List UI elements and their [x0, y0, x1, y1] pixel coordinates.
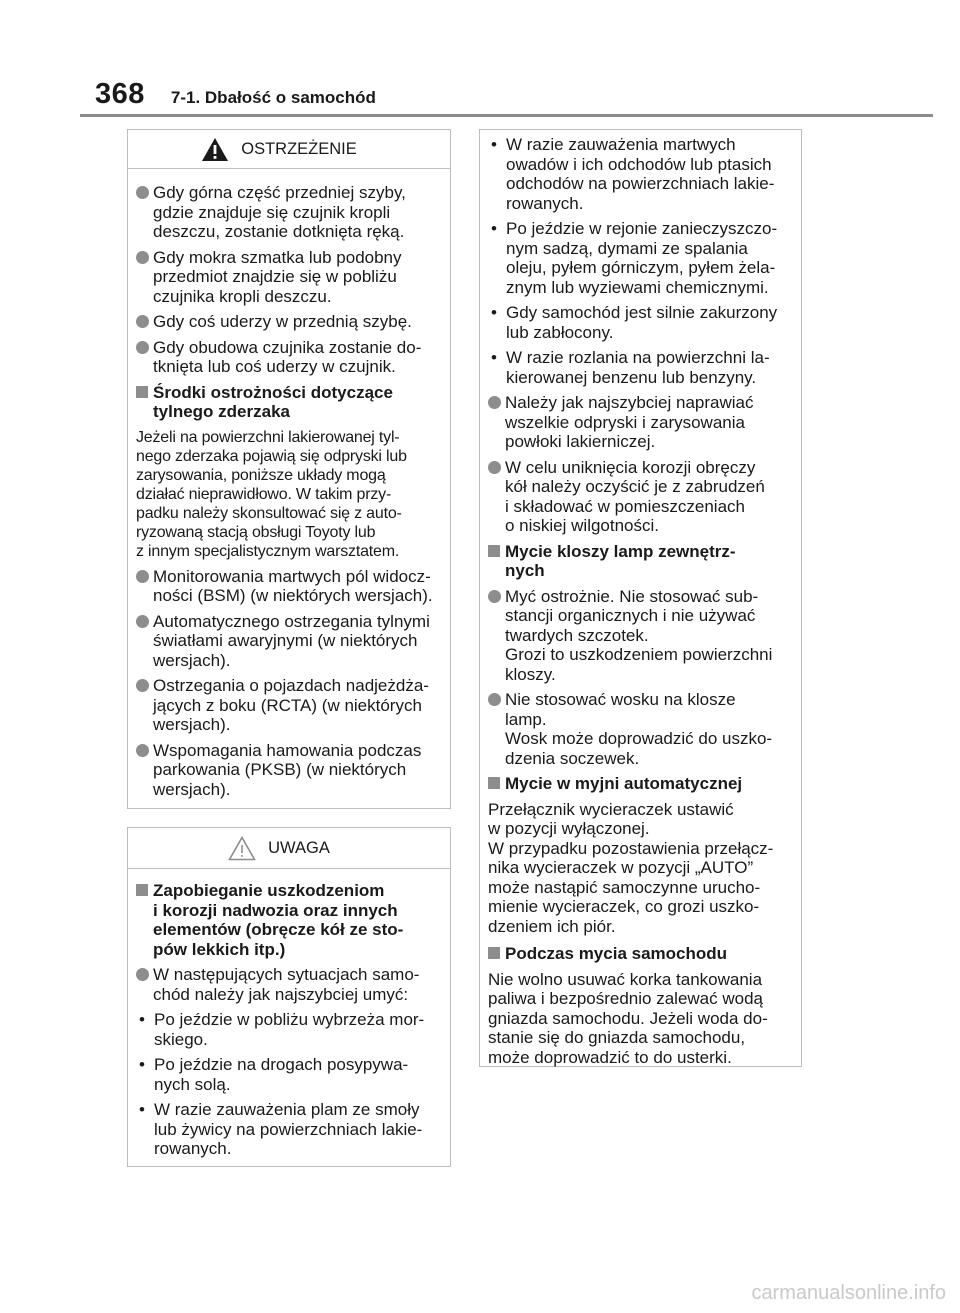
- list-item: W celu uniknięcia korozji obręczy kół należy oczyścić je z zabrudzeń i składować w pomieszczeniach o niskiej wilgotności.: [488, 458, 795, 536]
- subsection-heading: Mycie kloszy lamp zewnętrz- nych: [488, 542, 795, 581]
- circle-bullet-icon: [488, 590, 501, 603]
- circle-bullet-icon: [136, 744, 149, 757]
- circle-bullet-icon: [488, 461, 501, 474]
- bullet-icon: •: [491, 348, 497, 367]
- paragraph: Jeżeli na powierzchni lakierowanej tyl- nego zderzaka pojawią się odpryski lub zarysowania, poniższe układy mogą działać nieprawidłowo. W takim przy- padku należy skonsultować się z auto- ryzowaną stacją obsługi Toyoty lub z innym specjalistycznym warsztatem.: [136, 428, 407, 560]
- circle-bullet-icon: [488, 396, 501, 409]
- circle-bullet-icon: [136, 679, 149, 692]
- circle-bullet-icon: [136, 251, 149, 264]
- square-bullet-icon: [488, 777, 500, 789]
- section-title: 7-1. Dbałość o samochód: [170, 88, 376, 107]
- warning-triangle-icon: [201, 137, 229, 162]
- list-item: Gdy górna część przedniej szyby, gdzie znajduje się czujnik kropli deszczu, zostanie dotknięta ręką.: [136, 183, 444, 242]
- subsection-heading: Podczas mycia samochodu: [488, 944, 795, 964]
- square-bullet-icon: [136, 386, 148, 398]
- circle-bullet-icon: [136, 186, 149, 199]
- list-item: Ostrzegania o pojazdach nadjeżdża- jących z boku (RCTA) (w niektórych wersjach).: [136, 676, 444, 735]
- circle-bullet-icon: [136, 968, 149, 981]
- square-bullet-icon: [488, 545, 500, 557]
- paragraph: Nie wolno usuwać korka tankowania paliwa i bezpośrednio zalewać wodą gniazda samochodu. Jeżeli woda do- stanie się do gniazda samochodu, może doprowadzić to do usterki.: [488, 969, 768, 1067]
- circle-bullet-icon: [136, 615, 149, 628]
- warning-title: OSTRZEŻENIE: [241, 139, 357, 158]
- notice-box-body: [128, 869, 450, 1159]
- continuation-box: [479, 129, 802, 1067]
- bullet-icon: •: [491, 303, 497, 322]
- circle-bullet-icon: [136, 570, 149, 583]
- bullet-icon: •: [139, 1100, 145, 1119]
- warning-box: [127, 129, 451, 809]
- subsection-heading: Środki ostrożności dotyczące tylnego zderzaka: [136, 383, 444, 422]
- list-item: Gdy obudowa czujnika zostanie do- tknięta lub coś uderzy w czujnik.: [136, 338, 444, 377]
- list-item: Myć ostrożnie. Nie stosować sub- stancji organicznych i nie używać twardych szczotek. Grozi to uszkodzeniem powierzchni kloszy.: [488, 587, 795, 685]
- watermark: carmanualsonline.info: [751, 1282, 946, 1304]
- bullet-icon: •: [139, 1055, 145, 1074]
- list-item: Nie stosować wosku na klosze lamp. Wosk może doprowadzić do uszko- dzenia soczewek.: [488, 690, 795, 768]
- list-item: • W razie zauważenia martwych owadów i ich odchodów lub ptasich odchodów na powierzchniach lakie- rowanych.: [491, 135, 775, 213]
- square-bullet-icon: [488, 947, 500, 959]
- page-number: 368: [95, 78, 145, 110]
- page-header: [95, 78, 376, 110]
- list-item: • Gdy samochód jest silnie zakurzony lub zabłocony.: [491, 303, 778, 342]
- bullet-icon: •: [491, 219, 497, 238]
- bullet-icon: •: [491, 135, 497, 154]
- subsection-heading: Zapobieganie uszkodzeniom i korozji nadwozia oraz innych elementów (obręcze kół ze sto- pów lekkich itp.): [136, 881, 444, 959]
- list-item: Automatycznego ostrzegania tylnymi światłami awaryjnymi (w niektórych wersjach).: [136, 612, 444, 671]
- continuation-box-body: [480, 130, 801, 1067]
- circle-bullet-icon: [136, 341, 149, 354]
- list-item: • W razie zauważenia plam ze smoły lub żywicy na powierzchniach lakie- rowanych.: [139, 1100, 423, 1158]
- list-item: • W razie rozlania na powierzchni la- kierowanej benzenu lub benzyny.: [491, 348, 770, 387]
- warning-box-header: [128, 130, 450, 168]
- notice-box-header: [128, 828, 450, 868]
- list-item: • Po jeździe w rejonie zanieczyszczo- nym sadzą, dymami ze spalania oleju, pyłem górniczym, pyłem żela- znym lub wyziewami chemicznymi.: [491, 219, 778, 297]
- circle-bullet-icon: [488, 693, 501, 706]
- header-rule: [80, 114, 933, 117]
- caution-triangle-icon: [228, 836, 256, 861]
- list-item: • Po jeździe na drogach posypywa- nych solą.: [139, 1055, 409, 1094]
- warning-box-body: [128, 169, 450, 799]
- square-bullet-icon: [136, 884, 148, 896]
- circle-bullet-icon: [136, 315, 149, 328]
- list-item: • Po jeździe w pobliżu wybrzeża mor- skiego.: [139, 1010, 425, 1049]
- list-item: W następujących sytuacjach samo- chód należy jak najszybciej umyć:: [136, 965, 444, 1004]
- subsection-heading: Mycie w myjni automatycznej: [488, 774, 795, 794]
- list-item: Wspomagania hamowania podczas parkowania (PKSB) (w niektórych wersjach).: [136, 741, 444, 800]
- notice-title: UWAGA: [268, 838, 330, 857]
- paragraph: Przełącznik wycieraczek ustawić w pozycji wyłączonej. W przypadku pozostawienia przełącz- nika wycieraczek w pozycji „AUTO” może nastąpić samoczynne urucho- mienie wycieraczek, co grozi uszko- dzeniem ich piór.: [488, 799, 774, 936]
- list-item: Gdy mokra szmatka lub podobny przedmiot znajdzie się w pobliżu czujnika kropli deszczu.: [136, 248, 444, 307]
- bullet-icon: •: [139, 1010, 145, 1029]
- list-item: Monitorowania martwych pól widocz- ności (BSM) (w niektórych wersjach).: [136, 567, 444, 606]
- notice-box: [127, 827, 451, 1167]
- list-item: Należy jak najszybciej naprawiać wszelkie odpryski i zarysowania powłoki lakierniczej.: [488, 393, 795, 452]
- list-item: Gdy coś uderzy w przednią szybę.: [136, 312, 444, 332]
